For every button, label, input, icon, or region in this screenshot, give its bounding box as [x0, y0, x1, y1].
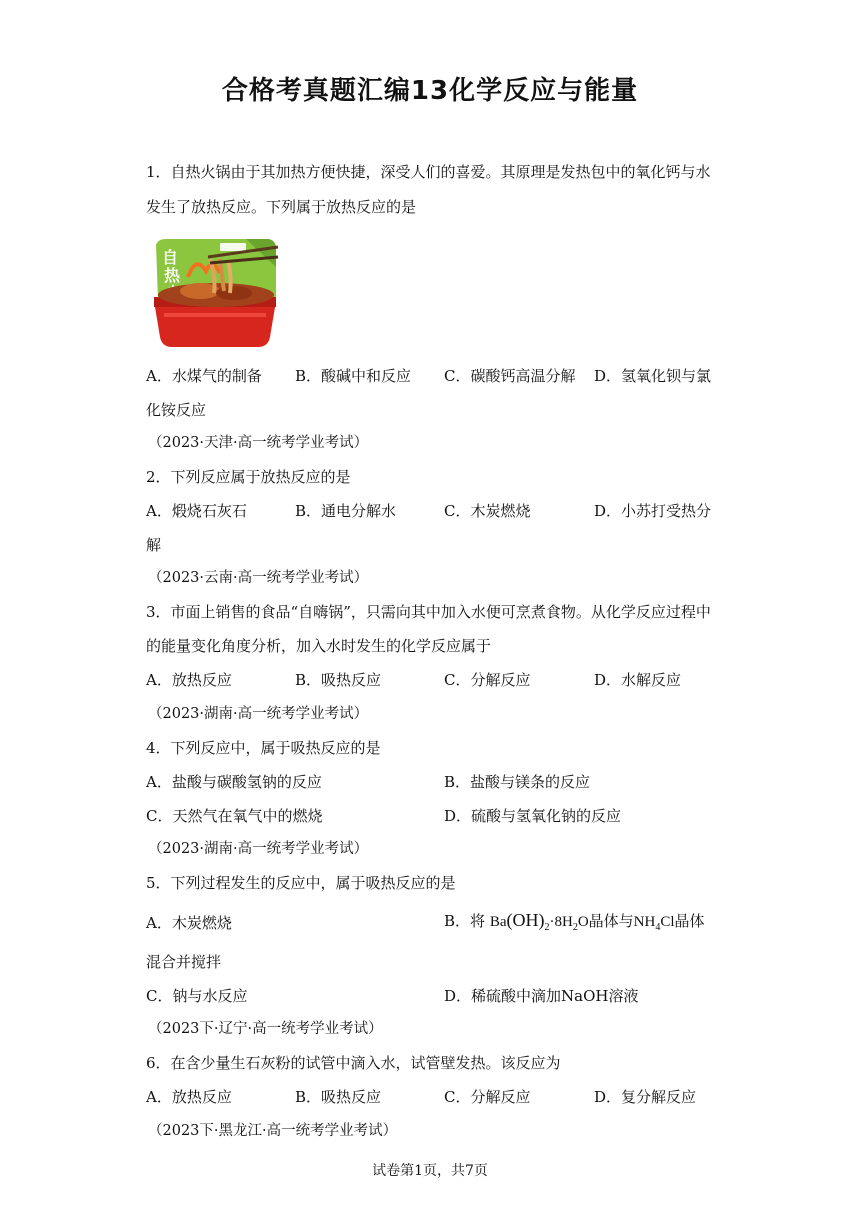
- q1-option-b: B．酸碱中和反应: [295, 367, 412, 385]
- hotpot-illustration: [150, 237, 280, 351]
- q3-option-d: D．水解反应: [594, 671, 682, 689]
- q3-stem-line1: 3．市面上销售的食品“自嗨锅”，只需向其中加入水便可烹煮食物。从化学反应过程中: [146, 603, 711, 621]
- q2-option-b: B．通电分解水: [295, 502, 397, 520]
- q4-stem: 4．下列反应中，属于吸热反应的是: [146, 739, 381, 757]
- q4-option-a: A．盐酸与碳酸氢钠的反应: [146, 773, 322, 791]
- page-title: 合格考真题汇编13化学反应与能量: [221, 76, 639, 106]
- q5-option-b-suffix: 晶体: [674, 912, 705, 930]
- q3-option-c: C．分解反应: [444, 671, 531, 689]
- q1-option-d: D．氢氧化钡与氯: [594, 367, 712, 385]
- q5-option-c: C．钠与水反应: [146, 987, 248, 1005]
- q5-option-d: D．稀硫酸中滴加NaOH溶液: [444, 987, 639, 1005]
- q6-option-b: B．吸热反应: [295, 1088, 382, 1106]
- q1-option-d-continued: 化铵反应: [146, 401, 207, 419]
- q6-option-c: C．分解反应: [444, 1088, 531, 1106]
- q5-option-a: A．木炭燃烧: [146, 914, 232, 932]
- q5-stem: 5．下列过程发生的反应中，属于吸热反应的是: [146, 874, 456, 892]
- self-heating-hotpot-image: [150, 237, 280, 351]
- q6-option-d: D．复分解反应: [594, 1088, 697, 1106]
- q2-option-c: C．木炭燃烧: [444, 502, 531, 520]
- q4-option-b: B．盐酸与镁条的反应: [444, 773, 591, 791]
- q3-option-b: B．吸热反应: [295, 671, 382, 689]
- q2-source: （2023·云南·高一统考学业考试）: [148, 570, 369, 586]
- q6-source: （2023下·黑龙江·高一统考学业考试）: [148, 1123, 398, 1139]
- q3-option-a: A．放热反应: [146, 671, 232, 689]
- q6-option-a: A．放热反应: [146, 1088, 232, 1106]
- q2-stem: 2．下列反应属于放热反应的是: [146, 468, 351, 486]
- svg-text:热: 热: [164, 266, 181, 285]
- q1-option-a: A．水煤气的制备: [146, 367, 262, 385]
- q4-option-c: C．天然气在氧气中的燃烧: [146, 807, 323, 825]
- q5-source: （2023下·辽宁·高一统考学业考试）: [148, 1021, 383, 1037]
- q6-stem: 6．在含少量生石灰粉的试管中滴入水，试管壁发热。该反应为: [146, 1054, 561, 1072]
- q1-source: （2023·天津·高一统考学业考试）: [148, 435, 369, 451]
- q5-option-b-prefix: B．将: [444, 912, 486, 930]
- page-footer: 试卷第1页，共7页: [372, 1163, 488, 1179]
- q5-option-b-mid: 晶体与: [588, 912, 634, 930]
- q1-option-c: C．碳酸钙高温分解: [444, 367, 576, 385]
- q5-formula-ammonium-chloride: $NH_4Cl$: [633, 914, 675, 933]
- q5-option-b: [444, 910, 705, 938]
- q2-option-d-continued: 解: [146, 536, 162, 554]
- q1-stem-line1: 1．自热火锅由于其加热方便快捷，深受人们的喜爱。其原理是发热包中的氧化钙与水: [146, 163, 711, 181]
- q5-formula-barium-hydroxide: $Ba(OH)_2\cdot 8H_2O$: [489, 910, 589, 933]
- q5-option-b-continued: 混合并搅拌: [146, 953, 222, 971]
- q1-stem-line2: 发生了放热反应。下列属于放热反应的是: [146, 198, 417, 216]
- svg-text:自: 自: [162, 248, 179, 267]
- q4-option-d: D．硫酸与氢氧化钠的反应: [444, 807, 622, 825]
- q4-source: （2023·湖南·高一统考学业考试）: [148, 841, 369, 857]
- q2-option-a: A．煅烧石灰石: [146, 502, 247, 520]
- q2-option-d: D．小苏打受热分: [594, 502, 712, 520]
- q3-source: （2023·湖南·高一统考学业考试）: [148, 706, 369, 722]
- q3-stem-line2: 的能量变化角度分析，加入水时发生的化学反应属于: [146, 637, 492, 655]
